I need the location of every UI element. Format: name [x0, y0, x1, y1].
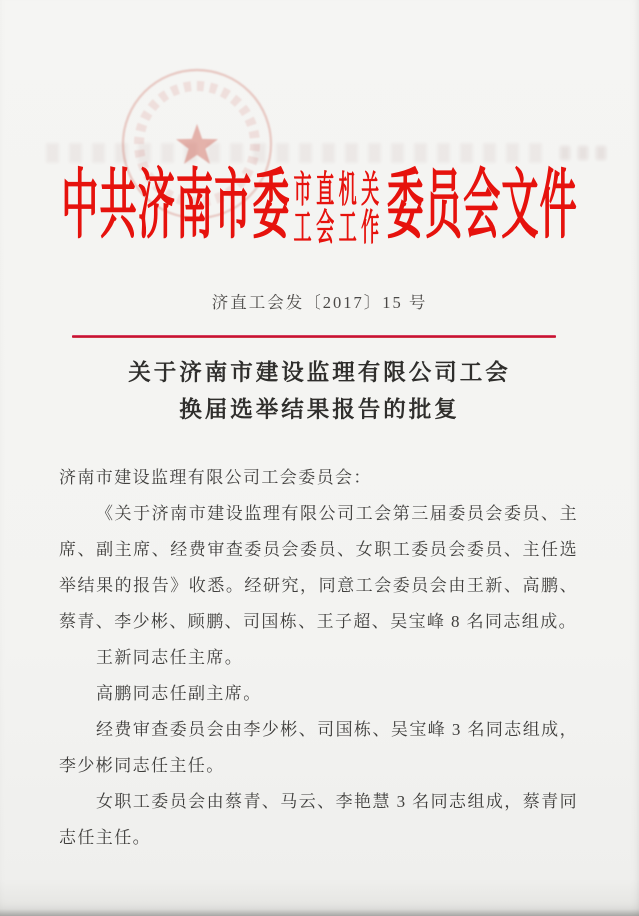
header-stack-bottom: 工会工作	[293, 208, 384, 249]
document-body	[59, 460, 578, 856]
salutation: 济南市建设监理有限公司工会委员会：	[59, 468, 372, 487]
title-line-2: 换届选举结果报告的批复	[179, 397, 460, 422]
body-paragraph: 女职工委员会由蔡青、马云、李艳慧 3 名同志组成，蔡青同志任主任。	[59, 792, 578, 847]
header-org-left: 中共济南市委	[61, 164, 291, 248]
body-paragraph: 经费审查委员会由李少彬、司国栋、吴宝峰 3 名同志组成，李少彬同志任主任。	[59, 720, 578, 775]
red-divider-line	[72, 335, 556, 338]
document-title	[0, 354, 639, 428]
scan-edge-shadow	[0, 909, 639, 916]
bleed-through-text	[560, 146, 610, 160]
header-org-right: 委员会文件	[386, 164, 578, 248]
title-line-1: 关于济南市建设监理有限公司工会	[128, 360, 511, 385]
body-paragraph: 王新同志任主席。	[96, 648, 244, 667]
document-header	[61, 152, 578, 260]
header-org-stack	[294, 164, 384, 248]
body-paragraph: 《关于济南市建设监理有限公司工会第三届委员会委员、主席、副主席、经费审查委员会委员、女职工委员会委员、主任选举结果的报告》收悉。经研究，同意工会委员会由王新、高鹏、蔡青、李少彬、顾鹏、司国栋、王子超、吴宝峰 8 名同志组成。	[59, 504, 578, 631]
header-stack-top: 市直机关	[293, 170, 384, 211]
document-number: 济直工会发〔2017〕15 号	[211, 293, 428, 312]
body-paragraph: 高鹏同志任副主席。	[96, 684, 262, 703]
